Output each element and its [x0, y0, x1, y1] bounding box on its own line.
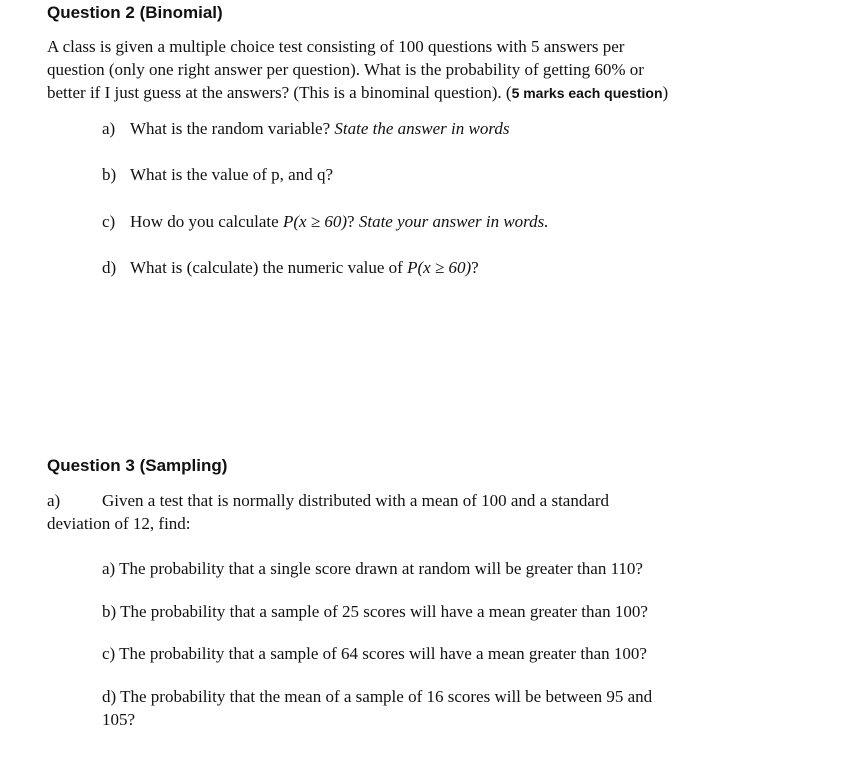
question-2c — [102, 210, 762, 233]
question-2-intro-line: A class is given a multiple choice test consisting of 100 questions with 5 answers per — [47, 37, 625, 56]
question-3-intro — [47, 489, 767, 535]
question-3d-line: d) The probability that the mean of a sample of 16 scores will be between 95 and — [102, 687, 653, 706]
question-2-intro-line — [47, 81, 767, 105]
item-text: What is the value of p, and q? — [130, 165, 333, 184]
item-label: a) — [102, 119, 116, 138]
intro-label: a) — [47, 491, 61, 510]
question-3-title: Question 3 (Sampling) — [47, 456, 228, 475]
item-label: b) — [102, 165, 117, 184]
probability-expression: P(x ≥ 60) — [282, 212, 348, 231]
item-text: ? — [347, 212, 359, 231]
question-3d — [102, 685, 762, 731]
question-2a — [102, 117, 762, 140]
question-2d — [102, 256, 762, 279]
item-label: d) — [102, 258, 117, 277]
question-2b — [102, 163, 762, 186]
marks-note: 5 marks each question — [511, 85, 663, 101]
item-text: What is (calculate) the numeric value of — [130, 258, 408, 277]
question-2-intro-line: question (only one right answer per question). What is the probability of getting 60% or — [47, 60, 644, 79]
intro-text: Given a test that is normally distributed with a mean of 100 and a standard — [102, 491, 610, 510]
question-3a: a) The probability that a single score drawn at random will be greater than 110? — [102, 559, 643, 578]
item-label: c) — [102, 212, 116, 231]
item-text: ? — [471, 258, 479, 277]
probability-expression: P(x ≥ 60) — [407, 258, 472, 277]
item-text: What is the random variable? — [130, 119, 335, 138]
item-instruction: State the answer in words — [334, 119, 510, 138]
intro-text-end: ) — [662, 83, 669, 102]
question-3c: c) The probability that a sample of 64 scores will have a mean greater than 100? — [102, 644, 647, 663]
item-text: How do you calculate — [130, 212, 283, 231]
question-3-intro-line — [47, 489, 767, 512]
question-3d-line: 105? — [102, 710, 136, 729]
question-2-title: Question 2 (Binomial) — [47, 3, 223, 22]
item-instruction: State your answer in words. — [358, 212, 549, 231]
question-3-intro-line: deviation of 12, find: — [47, 514, 191, 533]
question-2-intro — [47, 35, 767, 105]
question-3b: b) The probability that a sample of 25 scores will have a mean greater than 100? — [102, 602, 648, 621]
intro-text: better if I just guess at the answers? (This is a binominal question). ( — [47, 83, 512, 102]
